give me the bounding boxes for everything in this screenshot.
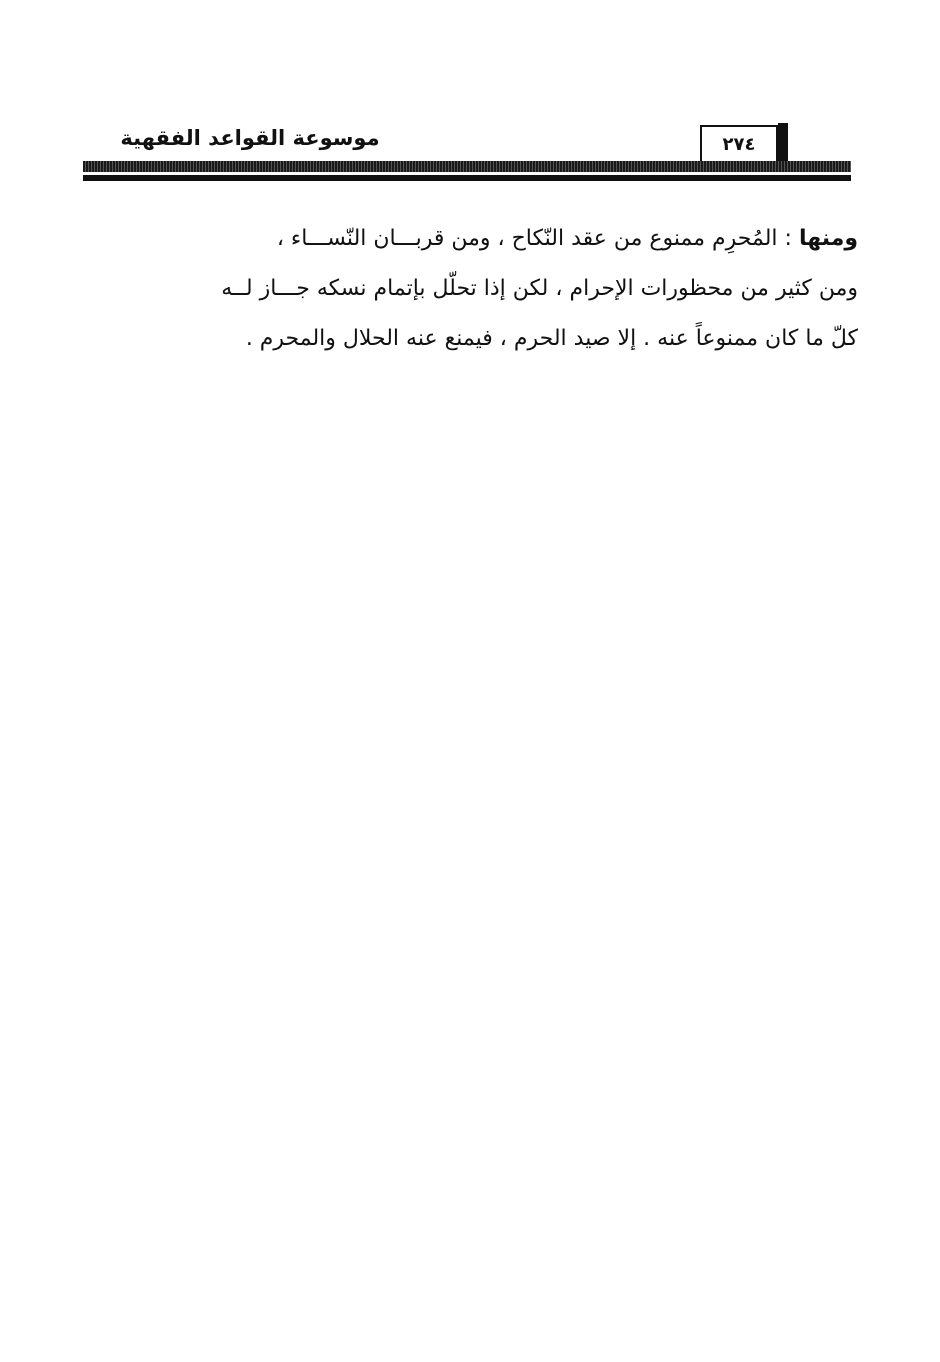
page-number-box [700,125,778,163]
body-line-1-text: : المُحرِم ممنوع من عقد النّكاح ، ومن قربـــان النّســـاء ، [276,226,799,251]
body-line-2: ومن كثير من محظورات الإحرام ، لكن إذا تحلّل بإتمام نسكه جـــاز لــه [221,276,858,301]
lead-word: ومنها [798,226,858,251]
body-line-1 [80,214,858,264]
running-title: موسوعة القواعد الفقهية [120,126,380,150]
header-rule-thick [83,161,851,172]
page-number: ٢٧٤ [722,134,756,155]
body-paragraph [80,214,858,364]
body-line-3: كلّ ما كان ممنوعاً عنه . إلا صيد الحرم ، فيمنع عنه الحلال والمحرم . [245,326,858,351]
header-rule-thin [83,175,851,181]
